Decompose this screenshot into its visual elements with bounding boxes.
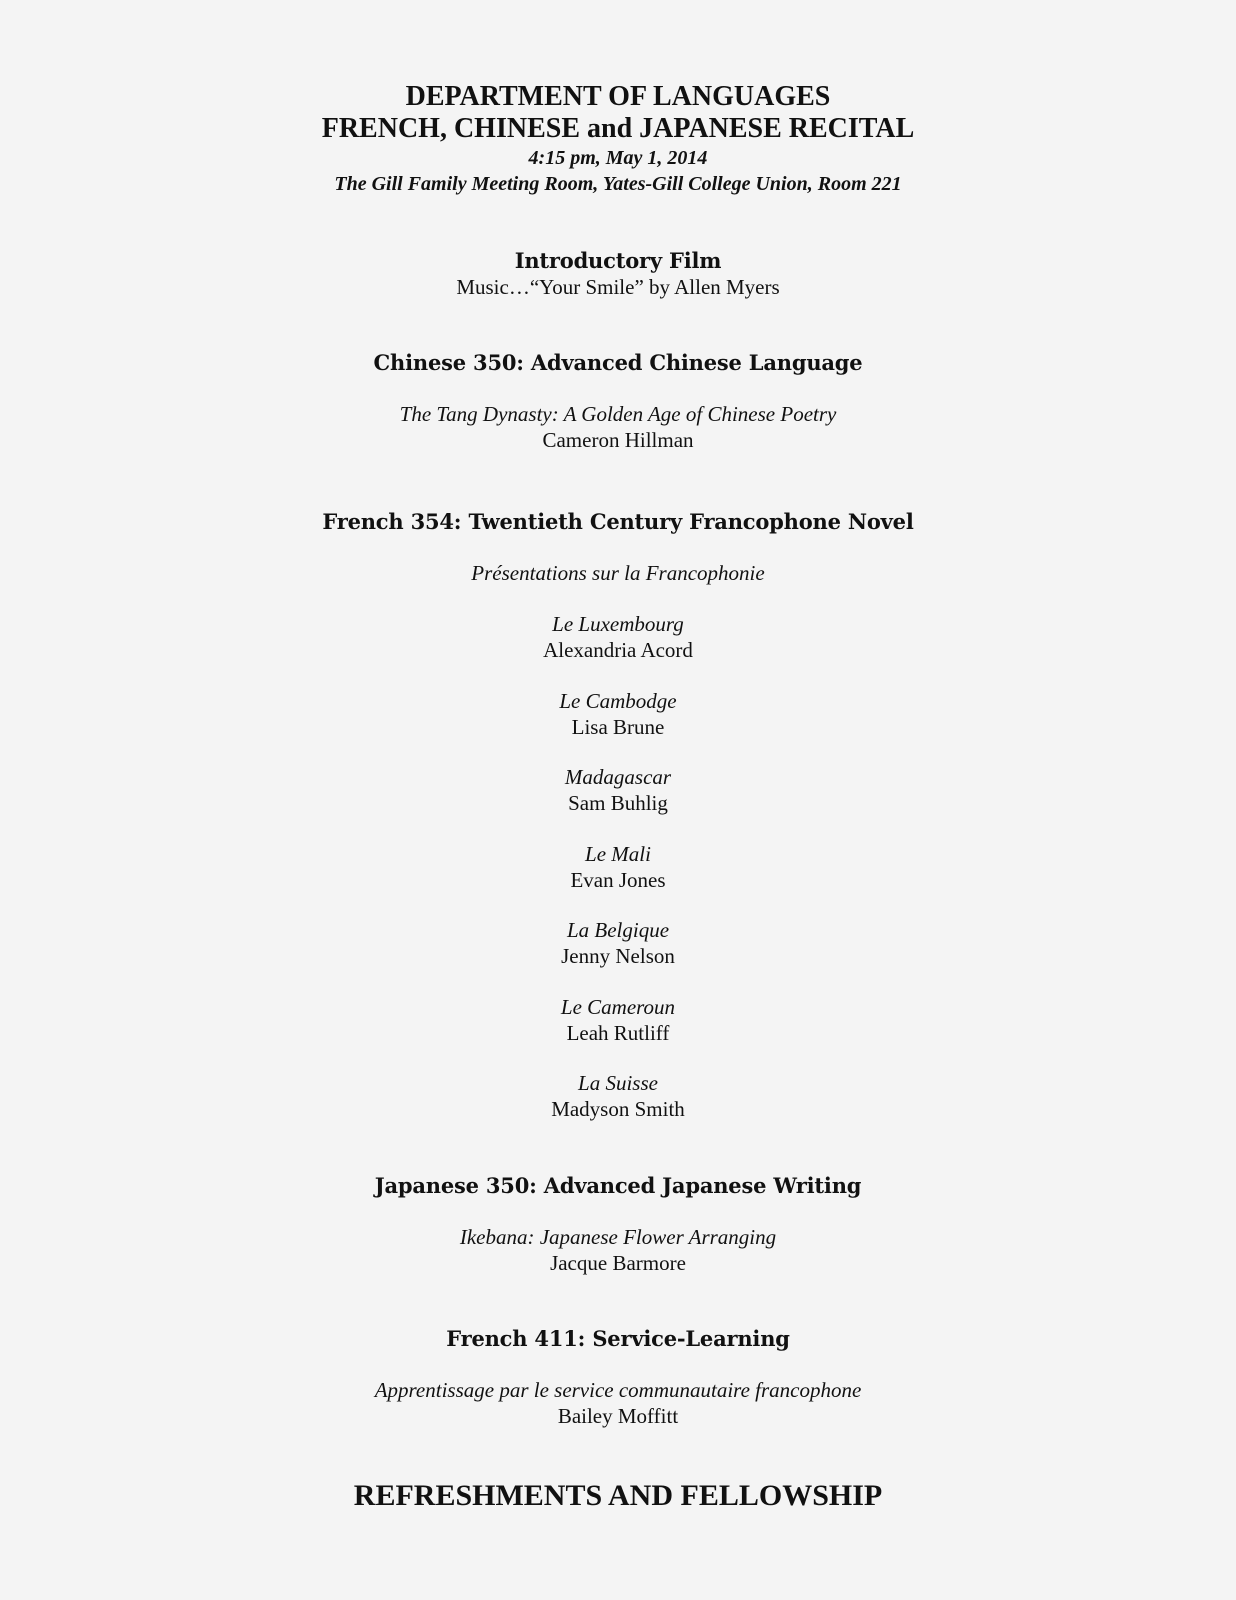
program-header	[0, 81, 1236, 197]
french354-section	[0, 509, 1236, 535]
recital-title: FRENCH, CHINESE and JAPANESE RECITAL	[321, 113, 915, 144]
presenter-name: Alexandria Acord	[543, 638, 693, 662]
chinese-section	[0, 350, 1236, 376]
presenter-name: Bailey Moffitt	[557, 1404, 679, 1428]
presenter-name: Jacque Barmore	[550, 1251, 686, 1275]
presentation-title: Apprentissage par le service communautaire francophone	[374, 1378, 862, 1402]
list-item	[0, 764, 1236, 816]
french411-heading: French 411: Service-Learning	[446, 1326, 790, 1351]
list-item	[0, 917, 1236, 969]
intro-music: Music…“Your Smile” by Allen Myers	[456, 275, 780, 299]
french354-subtitle: Présentations sur la Francophonie	[471, 561, 765, 585]
french411-presentation	[0, 1377, 1236, 1429]
presentation-title: La Suisse	[578, 1071, 658, 1095]
presentation-title: Le Cameroun	[560, 995, 676, 1019]
presentation-title: The Tang Dynasty: A Golden Age of Chinese Poetry	[399, 402, 837, 426]
french354-subtitle-block	[0, 560, 1236, 586]
presenter-name: Jenny Nelson	[561, 944, 675, 968]
chinese-heading: Chinese 350: Advanced Chinese Language	[373, 350, 863, 375]
presentation-title: Le Luxembourg	[552, 612, 684, 636]
presentation-title: La Belgique	[566, 918, 670, 942]
closing-heading: REFRESHMENTS AND FELLOWSHIP	[353, 1479, 883, 1512]
presenter-name: Evan Jones	[570, 868, 666, 892]
closing-section	[0, 1479, 1236, 1513]
list-item	[0, 841, 1236, 893]
presenter-name: Lisa Brune	[571, 715, 665, 739]
french411-section	[0, 1326, 1236, 1352]
intro-heading: Introductory Film	[514, 248, 722, 273]
presenter-name: Cameron Hillman	[542, 428, 694, 452]
list-item	[0, 994, 1236, 1046]
presenter-name: Leah Rutliff	[566, 1021, 670, 1045]
japanese-heading: Japanese 350: Advanced Japanese Writing	[374, 1173, 862, 1198]
event-datetime: 4:15 pm, May 1, 2014	[528, 147, 708, 169]
event-location: The Gill Family Meeting Room, Yates-Gill College Union, Room 221	[334, 173, 902, 195]
chinese-presentation	[0, 401, 1236, 453]
list-item	[0, 611, 1236, 663]
presentation-title: Ikebana: Japanese Flower Arranging	[459, 1225, 777, 1249]
presenter-name: Sam Buhlig	[568, 791, 668, 815]
department-title: DEPARTMENT OF LANGUAGES	[405, 81, 831, 112]
list-item	[0, 688, 1236, 740]
japanese-presentation	[0, 1224, 1236, 1276]
list-item	[0, 1070, 1236, 1122]
japanese-section	[0, 1173, 1236, 1199]
intro-section	[0, 248, 1236, 300]
french354-heading: French 354: Twentieth Century Francophone Novel	[322, 509, 914, 534]
presentation-title: Madagascar	[564, 765, 672, 789]
presentation-title: Le Mali	[585, 842, 651, 866]
presenter-name: Madyson Smith	[551, 1097, 685, 1121]
presentation-title: Le Cambodge	[559, 689, 677, 713]
